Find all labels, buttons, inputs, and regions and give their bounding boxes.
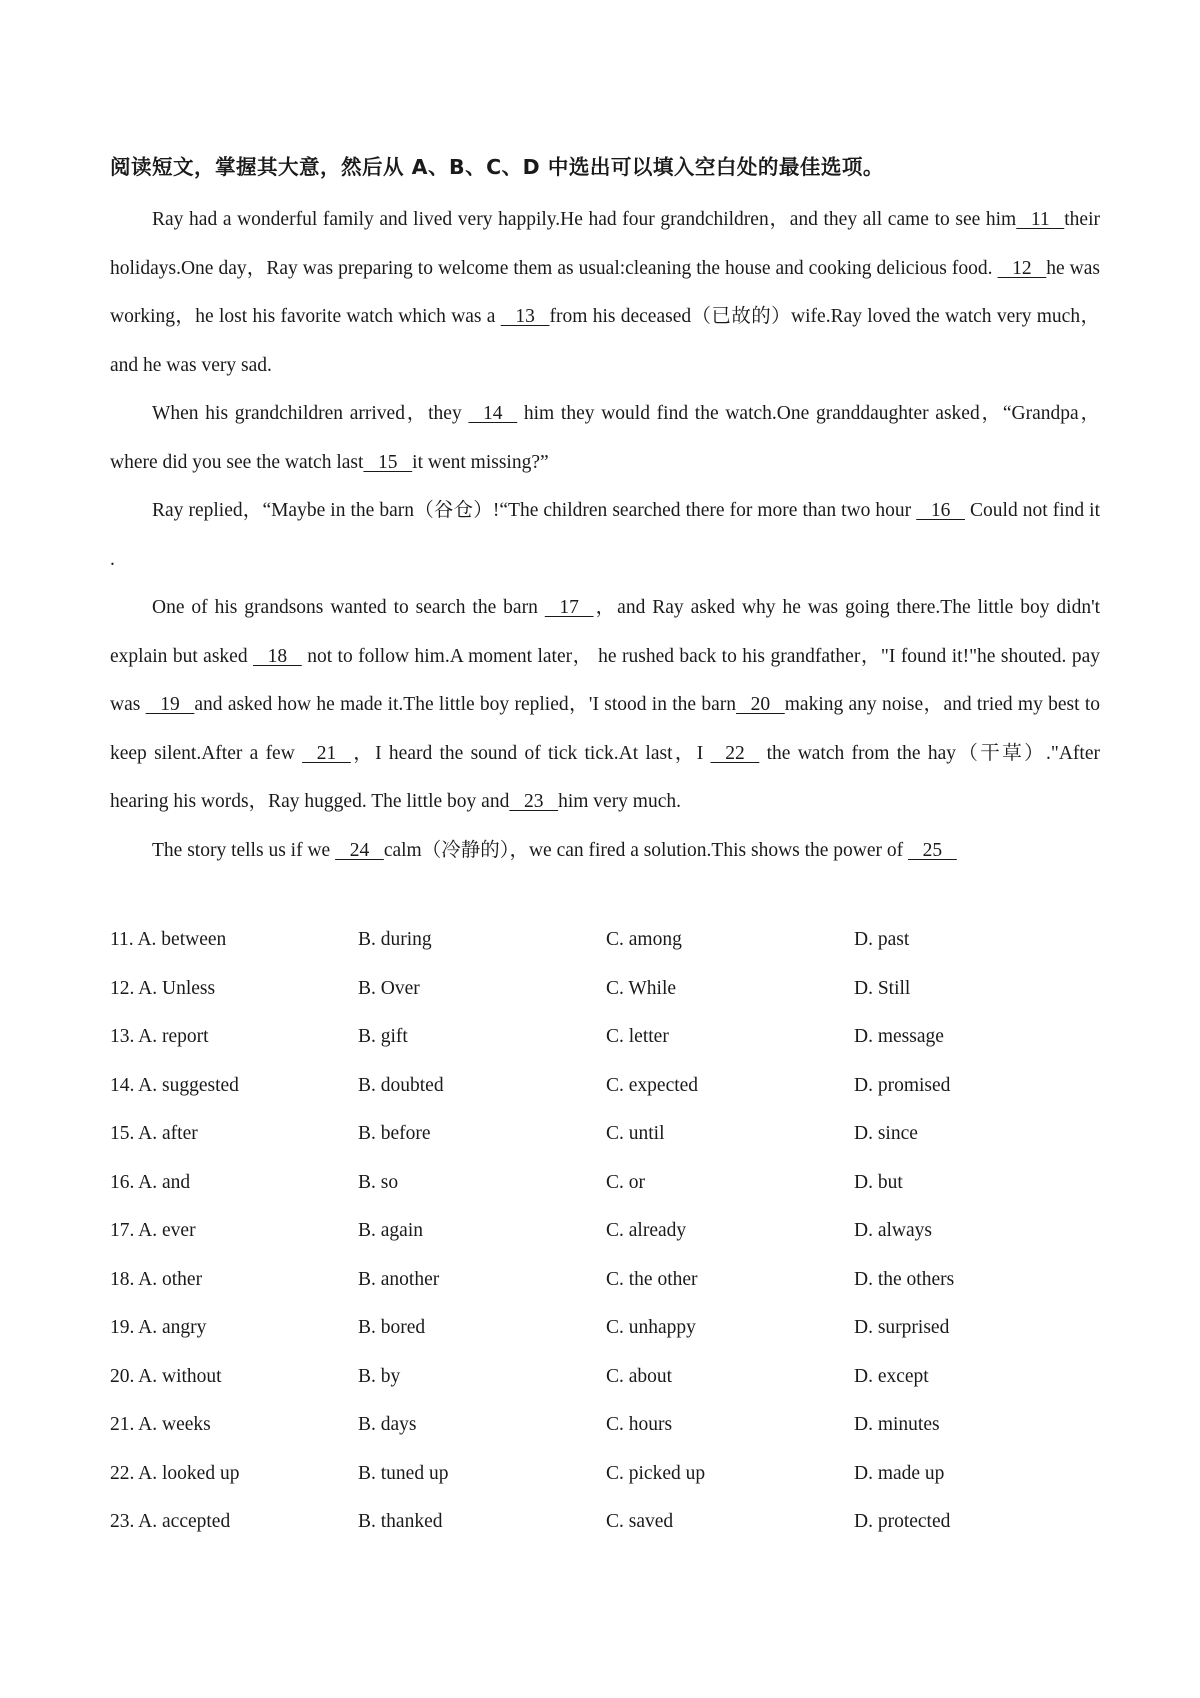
answer-blank: 17 bbox=[544, 597, 594, 618]
option-row bbox=[110, 1207, 1110, 1256]
option-choice: B. again bbox=[358, 1220, 423, 1242]
option-choice: C. among bbox=[606, 929, 682, 951]
passage-text: him they would find the watch.One granddaughter asked，“Grandpa， where did you see the watch last bbox=[110, 403, 1100, 473]
option-choice: B. thanked bbox=[358, 1511, 443, 1533]
option-choice: B. tuned up bbox=[358, 1462, 449, 1484]
option-choice: D. except bbox=[854, 1365, 929, 1387]
answer-blank: 23 bbox=[509, 791, 559, 812]
option-choice: 23. A. accepted bbox=[110, 1511, 231, 1533]
option-choice: C. until bbox=[606, 1123, 665, 1145]
option-choice: C. already bbox=[606, 1220, 687, 1242]
passage-text: the watch from the hay（干草）."After hearing his words，Ray hugged. The little boy and bbox=[110, 742, 1100, 812]
passage-text: calm（冷静的），we can fired a solution.This shows the power of bbox=[383, 839, 909, 861]
option-choice: 14. A. suggested bbox=[110, 1074, 239, 1096]
option-choice: C. picked up bbox=[606, 1462, 706, 1484]
option-row bbox=[110, 1401, 1110, 1450]
option-row bbox=[110, 1256, 1110, 1305]
option-choice: 11. A. between bbox=[110, 929, 227, 951]
passage-paragraph bbox=[110, 827, 1100, 876]
option-choice: 22. A. looked up bbox=[110, 1462, 240, 1484]
answer-blank: 20 bbox=[736, 694, 785, 715]
option-choice: D. surprised bbox=[854, 1317, 950, 1339]
answer-blank: 24 bbox=[335, 839, 384, 861]
option-choice: C. saved bbox=[606, 1511, 674, 1533]
option-row bbox=[110, 1450, 1110, 1499]
passage-text: it went missing?” bbox=[412, 451, 549, 473]
option-row bbox=[110, 1353, 1110, 1402]
option-choice: B. by bbox=[358, 1365, 401, 1387]
option-row bbox=[110, 916, 1110, 965]
option-choice: B. so bbox=[358, 1171, 399, 1193]
passage-paragraph bbox=[110, 487, 1100, 584]
passage-text: and asked how he made it.The little boy replied，'I stood in the barn bbox=[194, 694, 736, 715]
answer-blank: 11 bbox=[1016, 209, 1065, 230]
answer-blank: 16 bbox=[916, 500, 965, 521]
passage-text: from his deceased（已故的）wife.Ray loved the watch very much，and he was very sad. bbox=[110, 306, 1100, 376]
passage-text: he was working，he lost his favorite watch which was a bbox=[110, 257, 1100, 327]
answer-blank: 14 bbox=[468, 403, 518, 424]
option-choice: C. the other bbox=[606, 1268, 698, 1290]
option-choice: 18. A. other bbox=[110, 1268, 203, 1290]
option-row bbox=[110, 1498, 1110, 1547]
option-choice: 15. A. after bbox=[110, 1123, 198, 1145]
option-choice: D. message bbox=[854, 1026, 944, 1048]
option-choice: C. unhappy bbox=[606, 1317, 696, 1339]
option-choice: B. days bbox=[358, 1414, 417, 1436]
option-choice: 16. A. and bbox=[110, 1171, 191, 1193]
answer-blank: 13 bbox=[500, 306, 550, 327]
option-choice: 21. A. weeks bbox=[110, 1414, 211, 1436]
option-choice: B. gift bbox=[358, 1026, 408, 1048]
option-choice: B. during bbox=[358, 929, 432, 951]
option-choice: 13. A. report bbox=[110, 1026, 209, 1048]
option-choice: C. hours bbox=[606, 1414, 673, 1436]
option-choice: B. bored bbox=[358, 1317, 426, 1339]
option-choice: D. the others bbox=[854, 1268, 955, 1290]
passage-paragraph bbox=[110, 196, 1100, 390]
option-choice: D. since bbox=[854, 1123, 918, 1145]
answer-options bbox=[110, 916, 1110, 1547]
answer-blank: 18 bbox=[253, 645, 302, 667]
option-choice: B. Over bbox=[358, 977, 420, 999]
option-choice: D. always bbox=[854, 1220, 932, 1242]
answer-blank: 25 bbox=[908, 839, 957, 861]
option-row bbox=[110, 965, 1110, 1014]
answer-blank: 21 bbox=[302, 742, 351, 764]
option-choice: D. promised bbox=[854, 1074, 951, 1096]
passage-paragraph bbox=[110, 390, 1100, 487]
option-choice: C. While bbox=[606, 977, 677, 999]
passage-text: making any noise，and tried my best to keep silent.After a few bbox=[110, 694, 1100, 764]
passage-text: When his grandchildren arrived，they bbox=[152, 403, 469, 424]
answer-blank: 19 bbox=[145, 694, 195, 715]
passage-text: him very much. bbox=[558, 791, 682, 812]
option-choice: 12. A. Unless bbox=[110, 977, 216, 999]
option-choice: D. made up bbox=[854, 1462, 945, 1484]
option-choice: C. letter bbox=[606, 1026, 669, 1048]
option-choice: B. doubted bbox=[358, 1074, 444, 1096]
option-row bbox=[110, 1304, 1110, 1353]
passage-paragraph bbox=[110, 584, 1100, 827]
passage-text: Ray had a wonderful family and lived very happily.He had four grandchildren，and they all came to see him bbox=[152, 209, 1017, 230]
passage-text: their holidays.One day，Ray was preparing to welcome them as usual:cleaning the house and cooking delicious food. bbox=[110, 209, 1100, 279]
option-choice: B. another bbox=[358, 1268, 440, 1290]
passage-text: ，I heard the sound of tick tick.At last，I bbox=[350, 742, 711, 764]
option-choice: C. or bbox=[606, 1171, 645, 1193]
answer-blank: 15 bbox=[363, 451, 413, 473]
option-choice: 19. A. angry bbox=[110, 1317, 207, 1339]
option-choice: 20. A. without bbox=[110, 1365, 222, 1387]
passage-text: not to follow him.A moment later， he rushed back to his grandfather，"I found it!"he shouted. pay was bbox=[110, 645, 1100, 715]
option-choice: 17. A. ever bbox=[110, 1220, 196, 1242]
instruction-heading: 阅读短文，掌握其大意，然后从 A、B、C、D 中选出可以填入空白处的最佳选项。 bbox=[110, 155, 884, 179]
option-choice: D. past bbox=[854, 929, 910, 951]
option-row bbox=[110, 1110, 1110, 1159]
option-choice: D. protected bbox=[854, 1511, 951, 1533]
passage-text: ，and Ray asked why he was going there.The little boy didn't explain but asked bbox=[110, 597, 1101, 667]
option-choice: C. expected bbox=[606, 1074, 699, 1096]
cloze-passage bbox=[110, 196, 1100, 875]
option-choice: B. before bbox=[358, 1123, 431, 1145]
answer-blank: 12 bbox=[997, 257, 1047, 279]
passage-text: One of his grandsons wanted to search the barn bbox=[152, 597, 545, 618]
option-row bbox=[110, 1013, 1110, 1062]
passage-text: The story tells us if we bbox=[152, 839, 336, 861]
answer-blank: 22 bbox=[710, 742, 760, 764]
option-row bbox=[110, 1159, 1110, 1208]
option-choice: D. Still bbox=[854, 977, 911, 999]
option-choice: D. but bbox=[854, 1171, 903, 1193]
option-choice: C. about bbox=[606, 1365, 673, 1387]
option-row bbox=[110, 1062, 1110, 1111]
passage-text: Could not find it . bbox=[110, 500, 1100, 570]
option-choice: D. minutes bbox=[854, 1414, 940, 1436]
passage-text: Ray replied，“Maybe in the barn（谷仓）!“The children searched there for more than two hour bbox=[152, 500, 917, 521]
